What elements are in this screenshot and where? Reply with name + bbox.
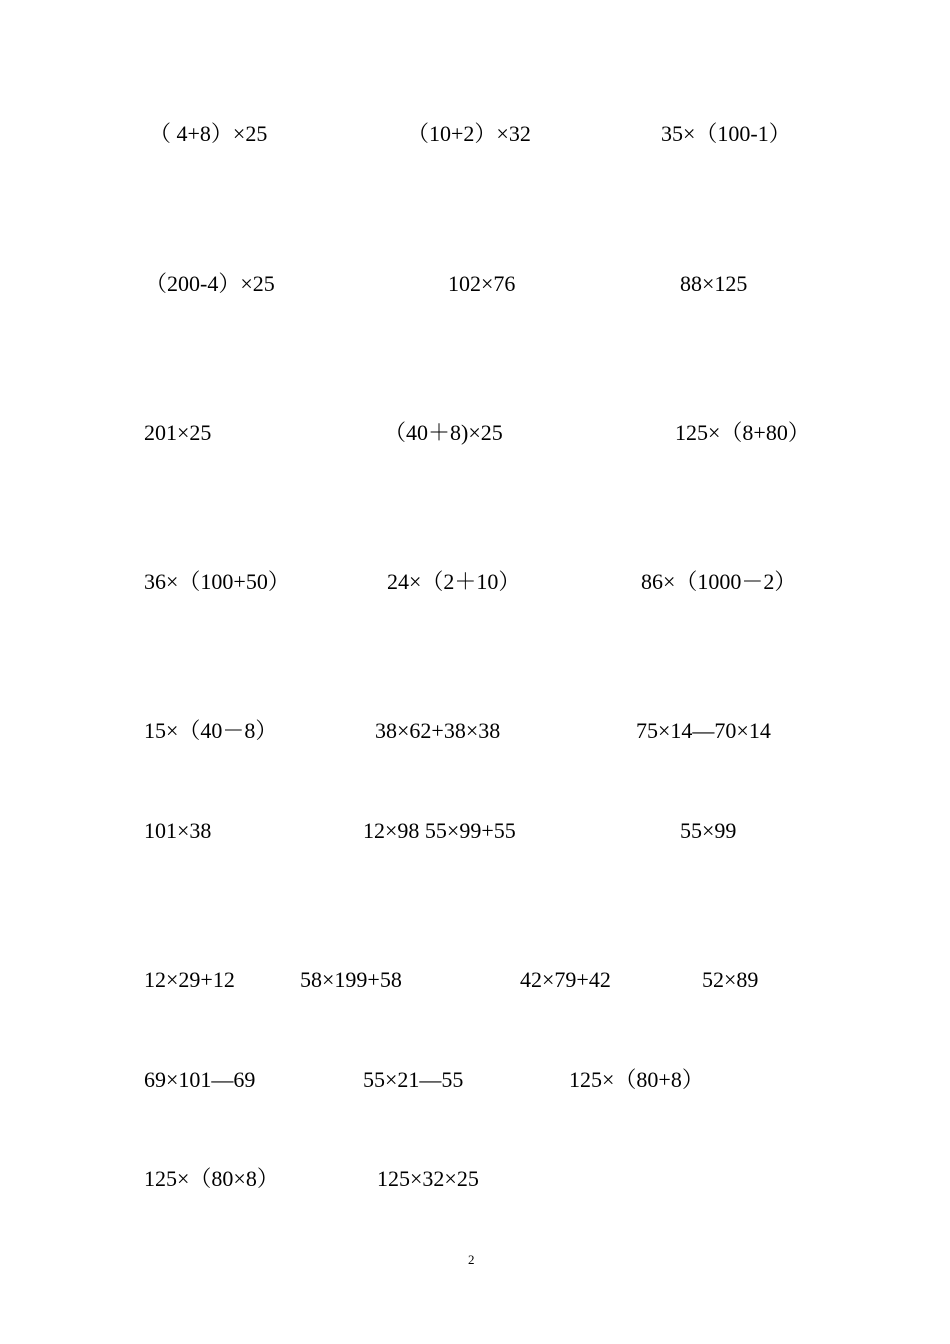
expression: 125×（8+80） — [675, 420, 810, 445]
expression: 35×（100-1） — [661, 121, 791, 146]
expression: 38×62+38×38 — [375, 718, 501, 743]
expression: 55×99 — [680, 818, 737, 843]
expression: 125×（80+8） — [569, 1067, 704, 1092]
expression: （ 4+8）×25 — [149, 121, 268, 146]
expression: 102×76 — [448, 271, 516, 296]
expression: （200-4）×25 — [145, 271, 275, 296]
expression: 42×79+42 — [520, 967, 611, 992]
expression: 36×（100+50） — [144, 569, 290, 594]
expression: （40＋8)×25 — [384, 420, 503, 445]
expression: 125×32×25 — [377, 1166, 479, 1191]
expression: 101×38 — [144, 818, 212, 843]
expression: 58×199+58 — [300, 967, 402, 992]
expression: 12×29+12 — [144, 967, 235, 992]
expression: 125×（80×8） — [144, 1166, 279, 1191]
expression: 24×（2＋10） — [387, 569, 521, 594]
expression: （10+2）×32 — [407, 121, 531, 146]
expression: 201×25 — [144, 420, 212, 445]
expression: 52×89 — [702, 967, 759, 992]
expression: 15×（40－8） — [144, 718, 278, 743]
expression: 69×101—69 — [144, 1067, 256, 1092]
page-number: 2 — [468, 1252, 475, 1267]
expression: 75×14—70×14 — [636, 718, 771, 743]
expression: 86×（1000－2） — [641, 569, 797, 594]
expression: 88×125 — [680, 271, 748, 296]
expression: 12×98 55×99+55 — [363, 818, 516, 843]
expression: 55×21—55 — [363, 1067, 464, 1092]
